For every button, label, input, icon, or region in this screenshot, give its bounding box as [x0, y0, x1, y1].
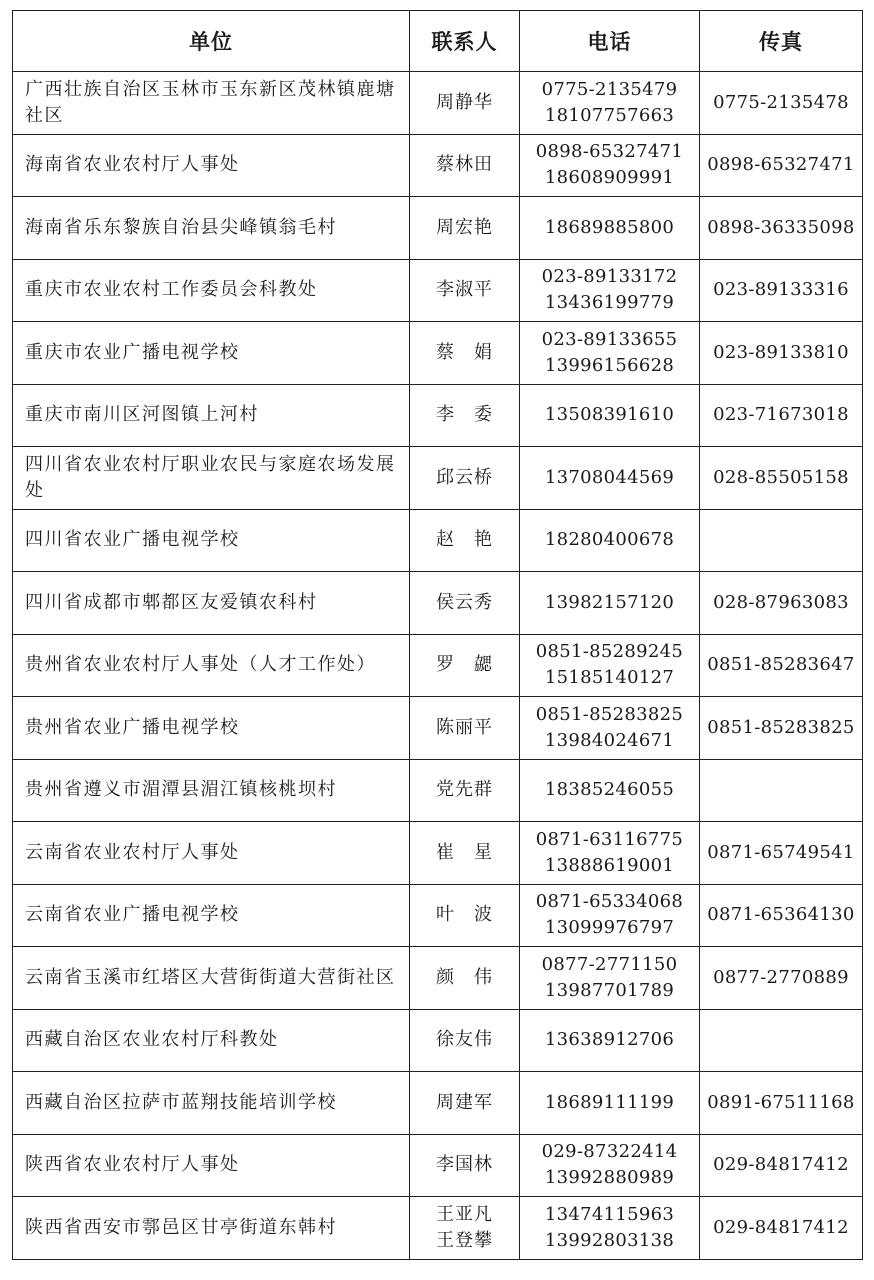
table-row — [13, 1072, 863, 1135]
contact-cell — [410, 322, 520, 385]
contact-name: 蔡林田 — [436, 154, 493, 176]
header-contact: 联系人 — [410, 11, 520, 72]
table-row — [13, 884, 863, 947]
phone-number: 023-89133655 — [541, 328, 678, 350]
unit-cell: 海南省农业农村厅人事处 — [13, 134, 410, 197]
contact-cell — [410, 822, 520, 885]
contact-cell — [410, 884, 520, 947]
contact-name: 李 委 — [436, 404, 493, 426]
table-row — [13, 384, 863, 447]
contact-name: 颜 伟 — [436, 966, 493, 988]
fax-cell: 028-87963083 — [700, 572, 863, 635]
contact-cell — [410, 134, 520, 197]
fax-cell — [700, 509, 863, 572]
contact-name: 赵 艳 — [436, 529, 493, 551]
phone-cell — [520, 509, 700, 572]
contact-name: 李国林 — [436, 1154, 493, 1176]
phone-number: 18280400678 — [544, 529, 675, 551]
contact-cell — [410, 447, 520, 510]
phone-number: 0871-63116775 — [535, 828, 684, 850]
phone-number: 13508391610 — [544, 404, 675, 426]
unit-cell: 重庆市农业农村工作委员会科教处 — [13, 259, 410, 322]
table-row — [13, 259, 863, 322]
phone-number: 13888619001 — [544, 854, 675, 876]
phone-cell — [520, 759, 700, 822]
header-fax: 传真 — [700, 11, 863, 72]
unit-cell: 海南省乐东黎族自治县尖峰镇翁毛村 — [13, 197, 410, 260]
unit-cell: 贵州省农业农村厅人事处（人才工作处） — [13, 634, 410, 697]
contact-cell — [410, 1072, 520, 1135]
table-row — [13, 759, 863, 822]
phone-number: 0898-65327471 — [535, 141, 684, 163]
contact-name: 陈丽平 — [436, 716, 493, 738]
contact-cell — [410, 634, 520, 697]
contact-table — [12, 10, 863, 1260]
header-phone: 电话 — [520, 11, 700, 72]
header-unit: 单位 — [13, 11, 410, 72]
unit-cell: 陕西省农业农村厅人事处 — [13, 1134, 410, 1197]
phone-number: 13474115963 — [544, 1203, 675, 1225]
phone-number: 18689111199 — [544, 1091, 675, 1113]
fax-cell: 0775-2135478 — [700, 72, 863, 135]
table-row — [13, 509, 863, 572]
unit-cell: 云南省农业广播电视学校 — [13, 884, 410, 947]
unit-cell: 贵州省遵义市湄潭县湄江镇核桃坝村 — [13, 759, 410, 822]
phone-number: 0877-2771150 — [541, 953, 678, 975]
unit-cell: 云南省农业农村厅人事处 — [13, 822, 410, 885]
fax-cell: 029-84817412 — [700, 1134, 863, 1197]
phone-cell — [520, 947, 700, 1010]
fax-cell: 023-71673018 — [700, 384, 863, 447]
contact-name: 罗 勰 — [436, 654, 493, 676]
table-row — [13, 947, 863, 1010]
table-row — [13, 1197, 863, 1260]
unit-cell: 西藏自治区拉萨市蓝翔技能培训学校 — [13, 1072, 410, 1135]
table-row — [13, 1134, 863, 1197]
phone-number: 18107757663 — [544, 104, 675, 126]
phone-cell — [520, 259, 700, 322]
fax-cell: 028-85505158 — [700, 447, 863, 510]
unit-cell: 西藏自治区农业农村厅科教处 — [13, 1009, 410, 1072]
fax-cell: 029-84817412 — [700, 1197, 863, 1260]
phone-number: 13708044569 — [544, 466, 675, 488]
contact-name: 叶 波 — [436, 904, 493, 926]
contact-cell — [410, 697, 520, 760]
contact-cell — [410, 1134, 520, 1197]
table-row — [13, 572, 863, 635]
contact-name: 李淑平 — [436, 279, 493, 301]
table-row — [13, 197, 863, 260]
phone-cell — [520, 884, 700, 947]
phone-number: 13987701789 — [544, 979, 675, 1001]
phone-number: 13992880989 — [544, 1167, 675, 1189]
contact-cell — [410, 259, 520, 322]
phone-cell — [520, 384, 700, 447]
unit-cell: 重庆市南川区河图镇上河村 — [13, 384, 410, 447]
phone-cell — [520, 1197, 700, 1260]
fax-cell: 0898-36335098 — [700, 197, 863, 260]
contact-name: 王登攀 — [436, 1229, 493, 1251]
fax-cell: 023-89133316 — [700, 259, 863, 322]
table-row — [13, 322, 863, 385]
contact-cell — [410, 1197, 520, 1260]
unit-cell: 云南省玉溪市红塔区大营街街道大营街社区 — [13, 947, 410, 1010]
phone-number: 18608909991 — [544, 167, 675, 189]
unit-cell: 四川省农业广播电视学校 — [13, 509, 410, 572]
table-row — [13, 72, 863, 135]
fax-cell — [700, 759, 863, 822]
phone-number: 18689885800 — [544, 216, 675, 238]
phone-cell — [520, 572, 700, 635]
fax-cell: 0877-2770889 — [700, 947, 863, 1010]
unit-cell: 四川省成都市郫都区友爱镇农科村 — [13, 572, 410, 635]
contact-cell — [410, 947, 520, 1010]
fax-cell: 023-89133810 — [700, 322, 863, 385]
table-row — [13, 447, 863, 510]
phone-number: 13984024671 — [544, 729, 675, 751]
contact-cell — [410, 572, 520, 635]
contact-cell — [410, 759, 520, 822]
fax-cell: 0891-67511168 — [700, 1072, 863, 1135]
fax-cell: 0898-65327471 — [700, 134, 863, 197]
contact-table-sheet — [12, 10, 862, 1260]
contact-name: 蔡 娟 — [436, 341, 493, 363]
contact-cell — [410, 197, 520, 260]
table-row — [13, 634, 863, 697]
unit-cell: 贵州省农业广播电视学校 — [13, 697, 410, 760]
phone-number: 029-87322414 — [541, 1141, 678, 1163]
contact-cell — [410, 509, 520, 572]
contact-cell — [410, 72, 520, 135]
phone-number: 13996156628 — [544, 354, 675, 376]
unit-cell: 陕西省西安市鄠邑区甘亭街道东韩村 — [13, 1197, 410, 1260]
phone-number: 13638912706 — [544, 1029, 675, 1051]
contact-cell — [410, 384, 520, 447]
unit-cell: 四川省农业农村厅职业农民与家庭农场发展处 — [13, 447, 410, 510]
fax-cell — [700, 1009, 863, 1072]
phone-cell — [520, 697, 700, 760]
contact-name: 徐友伟 — [436, 1029, 493, 1051]
contact-name: 崔 星 — [436, 841, 493, 863]
phone-number: 0851-85283825 — [535, 703, 684, 725]
phone-cell — [520, 822, 700, 885]
contact-name: 周静华 — [436, 91, 493, 113]
contact-name: 党先群 — [436, 779, 493, 801]
phone-number: 0871-65334068 — [535, 891, 684, 913]
table-row — [13, 697, 863, 760]
fax-cell: 0851-85283647 — [700, 634, 863, 697]
phone-cell — [520, 1134, 700, 1197]
contact-name: 周宏艳 — [436, 216, 493, 238]
phone-number: 0851-85289245 — [535, 641, 684, 663]
phone-cell — [520, 447, 700, 510]
phone-number: 13982157120 — [544, 591, 675, 613]
phone-number: 023-89133172 — [541, 266, 678, 288]
unit-cell: 重庆市农业广播电视学校 — [13, 322, 410, 385]
table-body — [13, 72, 863, 1260]
contact-name: 邱云桥 — [436, 466, 493, 488]
fax-cell: 0871-65364130 — [700, 884, 863, 947]
contact-cell — [410, 1009, 520, 1072]
phone-number: 15185140127 — [544, 667, 675, 689]
contact-name: 周建军 — [436, 1091, 493, 1113]
phone-cell — [520, 197, 700, 260]
phone-number: 0775-2135479 — [541, 78, 678, 100]
table-row — [13, 1009, 863, 1072]
contact-name: 王亚凡 — [436, 1203, 493, 1225]
table-header-row — [13, 11, 863, 72]
unit-cell: 广西壮族自治区玉林市玉东新区茂林镇鹿塘社区 — [13, 72, 410, 135]
phone-cell — [520, 322, 700, 385]
table-row — [13, 822, 863, 885]
phone-number: 13436199779 — [544, 292, 675, 314]
phone-cell — [520, 1009, 700, 1072]
phone-cell — [520, 634, 700, 697]
phone-cell — [520, 134, 700, 197]
phone-number: 13099976797 — [544, 917, 675, 939]
phone-number: 13992803138 — [544, 1229, 675, 1251]
fax-cell: 0851-85283825 — [700, 697, 863, 760]
contact-name: 侯云秀 — [436, 591, 493, 613]
phone-cell — [520, 1072, 700, 1135]
phone-cell — [520, 72, 700, 135]
fax-cell: 0871-65749541 — [700, 822, 863, 885]
phone-number: 18385246055 — [544, 779, 675, 801]
table-row — [13, 134, 863, 197]
